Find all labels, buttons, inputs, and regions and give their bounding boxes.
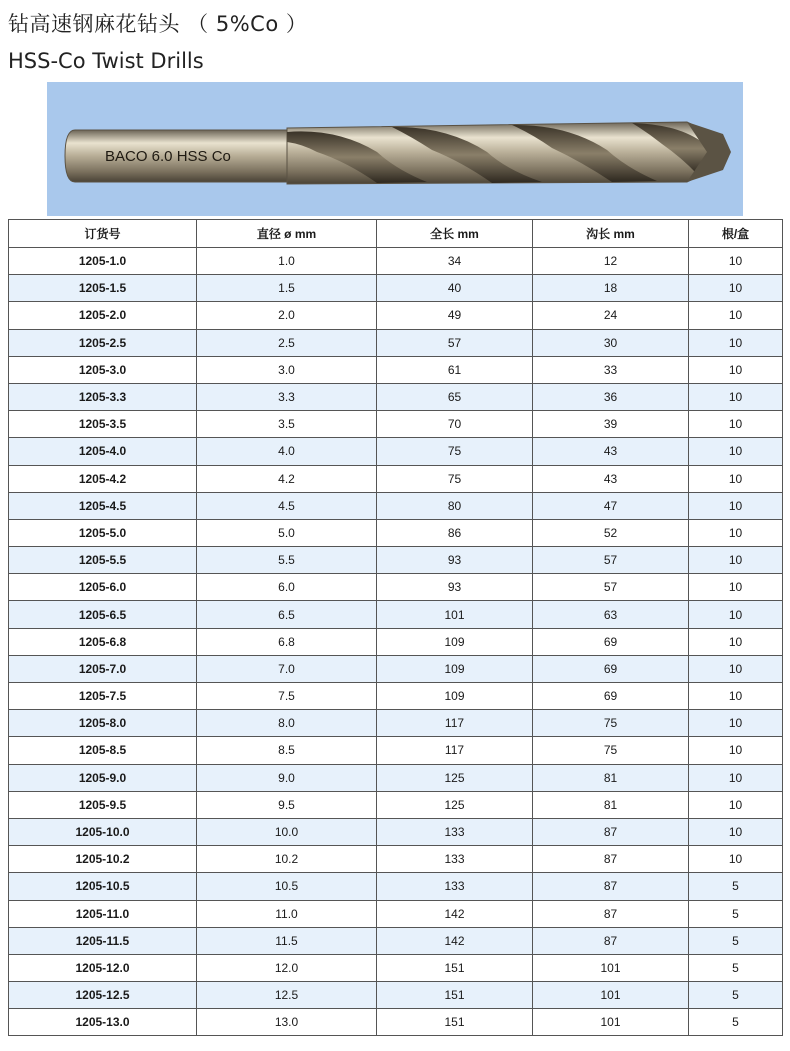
- cell-total-length: 117: [377, 737, 533, 764]
- cell-order-no: 1205-4.0: [9, 438, 197, 465]
- cell-pcs-per-box: 10: [689, 492, 783, 519]
- table-row: [9, 818, 783, 845]
- cell-diameter: 12.0: [197, 954, 377, 981]
- table-header-row: [9, 220, 783, 248]
- cell-flute-length: 81: [533, 764, 689, 791]
- cell-diameter: 13.0: [197, 1009, 377, 1036]
- cell-order-no: 1205-3.3: [9, 383, 197, 410]
- table-row: [9, 438, 783, 465]
- table-row: [9, 519, 783, 546]
- cell-flute-length: 69: [533, 628, 689, 655]
- cell-flute-length: 12: [533, 248, 689, 275]
- cell-flute-length: 30: [533, 329, 689, 356]
- cell-total-length: 34: [377, 248, 533, 275]
- cell-diameter: 12.5: [197, 982, 377, 1009]
- table-row: [9, 465, 783, 492]
- cell-total-length: 133: [377, 846, 533, 873]
- cell-total-length: 151: [377, 982, 533, 1009]
- cell-flute-length: 18: [533, 275, 689, 302]
- cell-order-no: 1205-1.5: [9, 275, 197, 302]
- cell-order-no: 1205-6.8: [9, 628, 197, 655]
- table-row: [9, 574, 783, 601]
- cell-pcs-per-box: 5: [689, 954, 783, 981]
- table-row: [9, 1009, 783, 1036]
- cell-diameter: 7.5: [197, 683, 377, 710]
- cell-pcs-per-box: 10: [689, 329, 783, 356]
- cell-pcs-per-box: 5: [689, 982, 783, 1009]
- table-row: [9, 900, 783, 927]
- cell-diameter: 2.0: [197, 302, 377, 329]
- cell-order-no: 1205-4.5: [9, 492, 197, 519]
- cell-total-length: 151: [377, 1009, 533, 1036]
- cell-diameter: 6.8: [197, 628, 377, 655]
- cell-diameter: 11.5: [197, 927, 377, 954]
- cell-total-length: 125: [377, 764, 533, 791]
- cell-total-length: 109: [377, 683, 533, 710]
- cell-pcs-per-box: 10: [689, 655, 783, 682]
- cell-pcs-per-box: 10: [689, 411, 783, 438]
- cell-total-length: 75: [377, 465, 533, 492]
- cell-total-length: 142: [377, 900, 533, 927]
- cell-order-no: 1205-2.0: [9, 302, 197, 329]
- cell-diameter: 3.3: [197, 383, 377, 410]
- cell-order-no: 1205-10.0: [9, 818, 197, 845]
- cell-flute-length: 43: [533, 465, 689, 492]
- drill-product-image: [47, 82, 743, 216]
- page-title-chinese: 钻高速钢麻花钻头 （ 5%Co ）: [8, 12, 308, 36]
- cell-total-length: 93: [377, 547, 533, 574]
- cell-flute-length: 39: [533, 411, 689, 438]
- table-row: [9, 791, 783, 818]
- cell-order-no: 1205-7.5: [9, 683, 197, 710]
- cell-flute-length: 87: [533, 846, 689, 873]
- cell-flute-length: 47: [533, 492, 689, 519]
- cell-pcs-per-box: 10: [689, 574, 783, 601]
- cell-pcs-per-box: 10: [689, 818, 783, 845]
- cell-total-length: 142: [377, 927, 533, 954]
- cell-order-no: 1205-10.2: [9, 846, 197, 873]
- cell-total-length: 40: [377, 275, 533, 302]
- cell-flute-length: 101: [533, 954, 689, 981]
- cell-pcs-per-box: 5: [689, 927, 783, 954]
- cell-diameter: 10.5: [197, 873, 377, 900]
- cell-flute-length: 43: [533, 438, 689, 465]
- cell-pcs-per-box: 10: [689, 302, 783, 329]
- cell-diameter: 7.0: [197, 655, 377, 682]
- cell-flute-length: 63: [533, 601, 689, 628]
- cell-total-length: 151: [377, 954, 533, 981]
- cell-pcs-per-box: 10: [689, 383, 783, 410]
- cell-pcs-per-box: 10: [689, 465, 783, 492]
- cell-flute-length: 69: [533, 683, 689, 710]
- header-total-length: 全长 mm: [377, 220, 533, 248]
- cell-total-length: 109: [377, 628, 533, 655]
- cell-total-length: 80: [377, 492, 533, 519]
- cell-order-no: 1205-11.5: [9, 927, 197, 954]
- table-row: [9, 601, 783, 628]
- cell-order-no: 1205-9.0: [9, 764, 197, 791]
- table-row: [9, 411, 783, 438]
- cell-flute-length: 87: [533, 927, 689, 954]
- cell-flute-length: 57: [533, 574, 689, 601]
- cell-flute-length: 75: [533, 737, 689, 764]
- table-row: [9, 302, 783, 329]
- cell-total-length: 86: [377, 519, 533, 546]
- table-row: [9, 873, 783, 900]
- cell-order-no: 1205-13.0: [9, 1009, 197, 1036]
- cell-pcs-per-box: 5: [689, 873, 783, 900]
- cell-order-no: 1205-12.5: [9, 982, 197, 1009]
- table-row: [9, 846, 783, 873]
- cell-pcs-per-box: 10: [689, 601, 783, 628]
- cell-diameter: 9.0: [197, 764, 377, 791]
- cell-pcs-per-box: 10: [689, 846, 783, 873]
- page-title-english: HSS-Co Twist Drills: [8, 49, 204, 73]
- cell-flute-length: 57: [533, 547, 689, 574]
- cell-diameter: 2.5: [197, 329, 377, 356]
- cell-pcs-per-box: 10: [689, 519, 783, 546]
- cell-diameter: 10.0: [197, 818, 377, 845]
- table-row: [9, 547, 783, 574]
- cell-pcs-per-box: 10: [689, 791, 783, 818]
- drill-engraving: BACO 6.0 HSS Co: [105, 148, 231, 165]
- cell-flute-length: 101: [533, 1009, 689, 1036]
- cell-pcs-per-box: 10: [689, 356, 783, 383]
- table-row: [9, 655, 783, 682]
- cell-flute-length: 81: [533, 791, 689, 818]
- cell-diameter: 3.0: [197, 356, 377, 383]
- table-row: [9, 383, 783, 410]
- cell-order-no: 1205-11.0: [9, 900, 197, 927]
- cell-total-length: 117: [377, 710, 533, 737]
- table-row: [9, 683, 783, 710]
- cell-order-no: 1205-6.5: [9, 601, 197, 628]
- drill-spec-table: [8, 219, 783, 1036]
- cell-diameter: 4.0: [197, 438, 377, 465]
- cell-order-no: 1205-3.5: [9, 411, 197, 438]
- cell-total-length: 101: [377, 601, 533, 628]
- cell-pcs-per-box: 10: [689, 628, 783, 655]
- cell-flute-length: 101: [533, 982, 689, 1009]
- cell-order-no: 1205-6.0: [9, 574, 197, 601]
- cell-order-no: 1205-4.2: [9, 465, 197, 492]
- cell-flute-length: 36: [533, 383, 689, 410]
- cell-total-length: 61: [377, 356, 533, 383]
- cell-order-no: 1205-8.5: [9, 737, 197, 764]
- cell-diameter: 3.5: [197, 411, 377, 438]
- cell-order-no: 1205-8.0: [9, 710, 197, 737]
- cell-total-length: 65: [377, 383, 533, 410]
- header-flute-length: 沟长 mm: [533, 220, 689, 248]
- cell-diameter: 8.5: [197, 737, 377, 764]
- cell-diameter: 1.0: [197, 248, 377, 275]
- cell-total-length: 109: [377, 655, 533, 682]
- cell-pcs-per-box: 5: [689, 1009, 783, 1036]
- cell-order-no: 1205-5.0: [9, 519, 197, 546]
- cell-order-no: 1205-1.0: [9, 248, 197, 275]
- cell-order-no: 1205-3.0: [9, 356, 197, 383]
- table-row: [9, 329, 783, 356]
- table-row: [9, 710, 783, 737]
- cell-order-no: 1205-12.0: [9, 954, 197, 981]
- cell-diameter: 8.0: [197, 710, 377, 737]
- cell-flute-length: 24: [533, 302, 689, 329]
- cell-total-length: 75: [377, 438, 533, 465]
- header-diameter: 直径 ø mm: [197, 220, 377, 248]
- table-row: [9, 982, 783, 1009]
- table-row: [9, 737, 783, 764]
- cell-flute-length: 87: [533, 900, 689, 927]
- cell-order-no: 1205-7.0: [9, 655, 197, 682]
- cell-total-length: 57: [377, 329, 533, 356]
- cell-order-no: 1205-2.5: [9, 329, 197, 356]
- cell-diameter: 5.0: [197, 519, 377, 546]
- cell-order-no: 1205-9.5: [9, 791, 197, 818]
- cell-diameter: 10.2: [197, 846, 377, 873]
- cell-flute-length: 87: [533, 818, 689, 845]
- header-pcs-per-box: 根/盒: [689, 220, 783, 248]
- cell-total-length: 70: [377, 411, 533, 438]
- cell-diameter: 6.5: [197, 601, 377, 628]
- cell-pcs-per-box: 10: [689, 764, 783, 791]
- cell-flute-length: 69: [533, 655, 689, 682]
- table-row: [9, 248, 783, 275]
- cell-flute-length: 52: [533, 519, 689, 546]
- cell-pcs-per-box: 10: [689, 438, 783, 465]
- cell-order-no: 1205-5.5: [9, 547, 197, 574]
- cell-pcs-per-box: 10: [689, 710, 783, 737]
- cell-total-length: 49: [377, 302, 533, 329]
- cell-total-length: 93: [377, 574, 533, 601]
- cell-pcs-per-box: 10: [689, 248, 783, 275]
- cell-flute-length: 75: [533, 710, 689, 737]
- cell-total-length: 133: [377, 818, 533, 845]
- cell-order-no: 1205-10.5: [9, 873, 197, 900]
- table-row: [9, 628, 783, 655]
- table-row: [9, 764, 783, 791]
- cell-diameter: 11.0: [197, 900, 377, 927]
- cell-diameter: 6.0: [197, 574, 377, 601]
- cell-pcs-per-box: 10: [689, 683, 783, 710]
- cell-diameter: 9.5: [197, 791, 377, 818]
- table-row: [9, 275, 783, 302]
- cell-diameter: 5.5: [197, 547, 377, 574]
- cell-pcs-per-box: 10: [689, 547, 783, 574]
- cell-total-length: 125: [377, 791, 533, 818]
- cell-flute-length: 87: [533, 873, 689, 900]
- table-row: [9, 356, 783, 383]
- cell-flute-length: 33: [533, 356, 689, 383]
- cell-pcs-per-box: 10: [689, 275, 783, 302]
- cell-total-length: 133: [377, 873, 533, 900]
- cell-diameter: 4.5: [197, 492, 377, 519]
- header-order-no: 订货号: [9, 220, 197, 248]
- table-row: [9, 492, 783, 519]
- cell-pcs-per-box: 5: [689, 900, 783, 927]
- table-row: [9, 927, 783, 954]
- cell-diameter: 1.5: [197, 275, 377, 302]
- cell-diameter: 4.2: [197, 465, 377, 492]
- table-row: [9, 954, 783, 981]
- cell-pcs-per-box: 10: [689, 737, 783, 764]
